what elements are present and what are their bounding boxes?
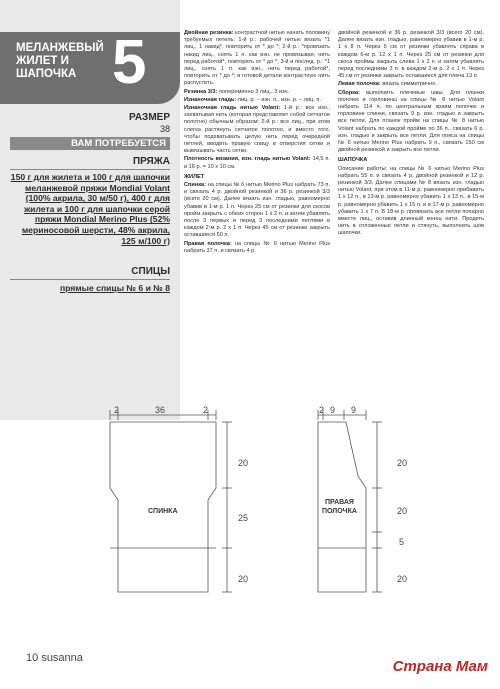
page-number: 10 (26, 652, 39, 664)
front-dim-armhole: 20 (397, 458, 408, 468)
materials-heading: ВАМ ПОТРЕБУЕТСЯ (10, 137, 170, 150)
yarn-label: ПРЯЖА (132, 156, 170, 167)
paragraph: Изнаночная гладь: лиц. р. – изн. п., изн. р. – лиц. п. (184, 96, 321, 103)
needles-label: СПИЦЫ (131, 266, 170, 277)
needles-divider (10, 279, 170, 280)
project-number: 5 (112, 28, 147, 97)
back-piece-diagram (110, 410, 232, 592)
back-dim-width: 36 (155, 405, 166, 415)
section-heading: ЖИЛЕТ (184, 173, 205, 180)
paragraph: Сборка: выполнить плечевые швы. Для планки полочек и горловины на спицы № 8 нитью Volant набрать 114 п. по центральным краям полочек и горловине спинки, связать 9 р. изн. гладью и закрыть все петли. Для планок пройм на спицы № 8 нитью Volant набрать по каждой пройме по 36 п., связать 6 р. изн. гладью и закрыть все петли. Для пояса на спицы № 6 нитью Merino Plus набрать 9 п., связать 150 см двойной резинкой и закрыть все петли. (338, 89, 484, 154)
front-dim-body: 20 (397, 506, 408, 516)
instructions-column-1 (184, 30, 330, 256)
front-dim-gap: 5 (399, 537, 405, 547)
magazine-name: susanna (41, 652, 83, 664)
paragraph: Правая полочка: на спицы № 6 нитью Merino Plus набрать 37 п. и связать 4 р. (184, 240, 330, 254)
paragraph: Резинка 3/3: попеременно 3 лиц., 3 изн. (184, 88, 290, 95)
paragraph: Левая полочка: вязать симметрично. (338, 81, 437, 88)
front-piece-label-2: ПОЛОЧКА (322, 508, 357, 515)
back-dim-right: 2 (203, 405, 209, 415)
paragraph: Спинка: на спицы № 6 нитью Merino Plus набрать 73 п. и связать 4 р. двойной резинкой и 36 р. резинкой 3/3 (всего 20 см). Далее вязать изн. гладью, равномерно убавив в 1-м р. 1 п. Через 25 см от резинки для скосов пройм закрыть с обеих сторон 1 х 2 п. и затем убавлять после 3 первых и перед 3 последними петлями в каждом 2-м р. 2 х 1 п. Через 45 см от резинки закрыть оставшиеся 50 п. (184, 182, 331, 239)
back-dim-rib: 20 (238, 574, 249, 584)
yarn-text: 150 г для жилета и 100 г для шапочки меланжевой пряжи Mondial Volant (100% акрила, 30 м/50 г), 400 г для жилета и 100 г для шапочки серой пряжи Mondial Merino Plus (52% мериносовой шерсти, 48% акрила, 125 м/100 г) (10, 172, 170, 246)
front-piece-label-1: ПРАВАЯ (325, 499, 354, 506)
back-dim-body: 25 (238, 513, 249, 523)
watermark-logo: Страна Мам (392, 658, 488, 675)
front-dim-edge: 2 (319, 405, 325, 415)
back-dim-armhole: 20 (238, 458, 249, 468)
paragraph: двойной резинкой и 36 р. резинкой 3/3 (всего 20 см). Далее вязать изн. гладью, равномерно убавив в 1-м р. 1 х 8 п. Через 5 см от резинки убавлять справа в каждом 6-м р. 12 х 1 п. Через 25 см от резинки для скоса проймы закрыть слева 1 х 2 п. и затем убавлять перед последними 3 п. в каждом 2-м р. 2 х 1 п. Через 45 см от резинки закрыть оставшиеся для плеча 13 п. (338, 30, 484, 80)
section-heading: ШАПОЧКА (338, 157, 368, 164)
paragraph: Изнаночная гладь нитью Volant: 1-й р.: все изн., захватывая нить (которая представляет собой сетчатое полотно) обычным образом; 2-й р.: все лиц., при этом слегка растянуть сетчатое полотно, и вместо того, чтобы подхватывать целую нить перед очередной петлей, вводить правую спицу в отверстия сетки и вывязывать часть сетки. (184, 105, 330, 155)
front-piece-diagram (318, 410, 382, 592)
paragraph: Двойная резинка: контрастной нитью начать половину требуемых петель: 1-й р.: рабочей нитью вязать *1 лиц., 1 накид*, повторить от * до *; 2-й р.: *провязать накид лиц., снять 1 п. как изн. не провязывая, нить перед работой*, повторить от * до *; 3-й и послед. р.: *1 лиц., снять 1 п. как изн., нить перед работой*, повторить от * до *; в готовой детали контрастную нить распустить. (184, 30, 330, 87)
front-dim-neck: 9 (330, 405, 336, 415)
back-piece-label: СПИНКА (148, 508, 178, 515)
back-dim-left: 2 (114, 405, 120, 415)
paragraph: Описание работы: на спицы № 6 нитью Merino Plus набрать 55 п. и связать 4 р. двойной резинкой и 12 р. резинкой 3/3. Далее спицами № 8 вязать изн. гладью нитью Volant, при этом в 11-м р. равномерно прибавить 1 х 12 п., в 13-м р. равномерно убавить 1 х 13 п., в 15-м р. равномерно убавить 1 х 15 п. и в 17-м р. равномерно убавить 1 х 7 п. В 18-м р. провязать все петли попарно вместе лиц., оставив длинный конец нити. Продеть нить в отложенные петли и стянуть, выполнить шов шапочки. (338, 165, 484, 237)
yarn-divider (10, 169, 170, 170)
front-dim-rib: 20 (397, 574, 408, 584)
size-label: РАЗМЕР (129, 112, 170, 123)
front-dim-shoulder: 9 (351, 405, 357, 415)
needles-text: прямые спицы № 6 и № 8 (59, 283, 170, 293)
paragraph: Плотность вязания, изн. гладь нитью Volant: 14,5 п. и 16 р. = 10 х 10 см. (184, 156, 330, 170)
project-title: МЕЛАНЖЕВЫЙ ЖИЛЕТ И ШАПОЧКА (16, 42, 104, 80)
sidebar-panel (0, 0, 180, 420)
instructions-column-2 (338, 30, 484, 239)
page-footer (26, 652, 83, 664)
size-value: 38 (159, 124, 170, 134)
